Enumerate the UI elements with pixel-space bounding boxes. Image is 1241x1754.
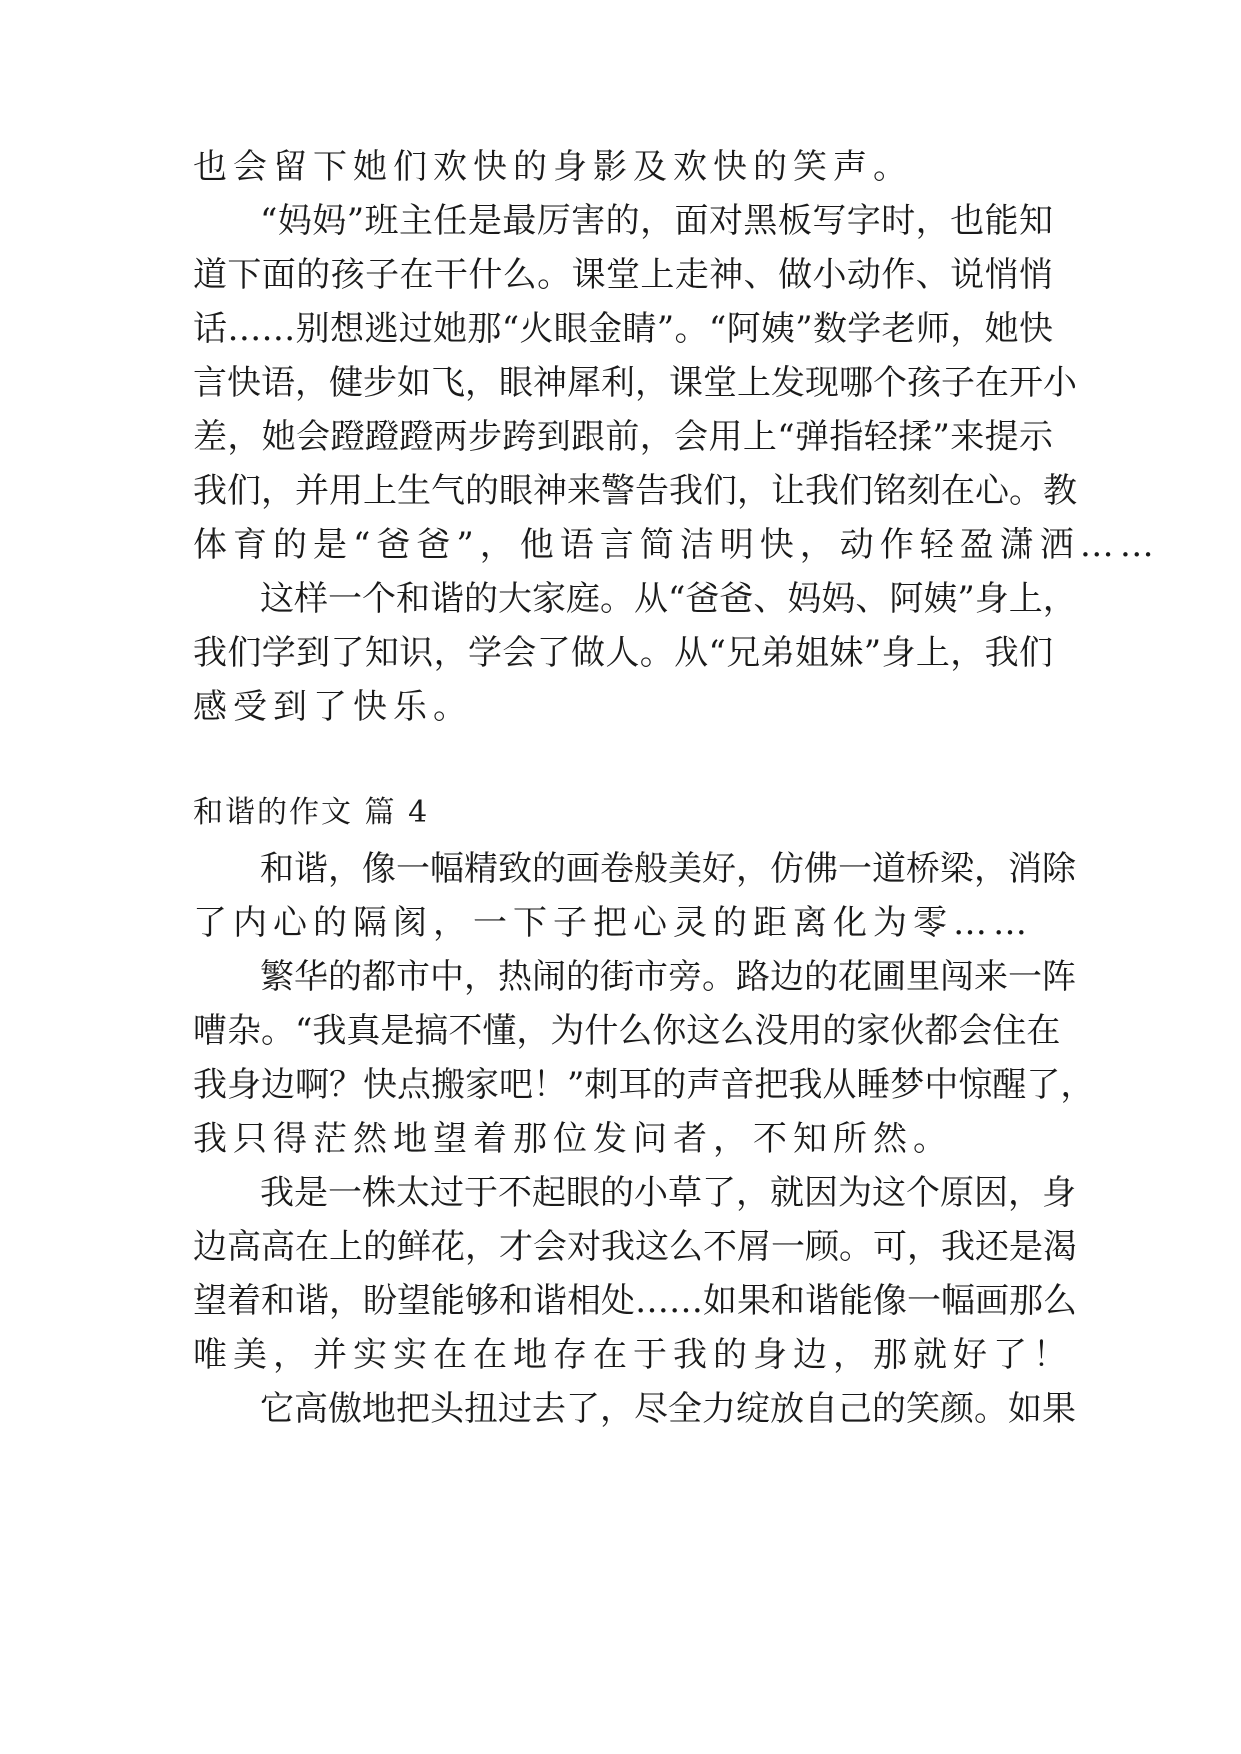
paragraph-line: 我身边啊？快点搬家吧！”刺耳的声音把我从睡梦中惊醒了，	[193, 1065, 1095, 1105]
paragraph-line: 体育的是“爸爸”，他语言简洁明快，动作轻盈潇洒……	[193, 525, 1160, 565]
paragraph-line: 言快语，健步如飞，眼神犀利，课堂上发现哪个孩子在开小	[193, 363, 1077, 403]
paragraph-line: 这样一个和谐的大家庭。从“爸爸、妈妈、阿姨”身上，	[260, 579, 1077, 619]
paragraph-line: 边高高在上的鲜花，才会对我这么不屑一顾。可，我还是渴	[193, 1227, 1077, 1267]
paragraph-line: 它高傲地把头扭过去了，尽全力绽放自己的笑颜。如果	[260, 1389, 1076, 1429]
paragraph-line: 繁华的都市中，热闹的街市旁。路边的花圃里闯来一阵	[260, 957, 1076, 997]
paragraph-line: 也会留下她们欢快的身影及欢快的笑声。	[193, 147, 913, 187]
paragraph-line: 话……别想逃过她那“火眼金睛”。“阿姨”数学老师，她快	[193, 309, 1053, 349]
paragraph-line: 嘈杂。“我真是搞不懂，为什么你这么没用的家伙都会住在	[193, 1011, 1061, 1051]
paragraph-line: 道下面的孩子在干什么。课堂上走神、做小动作、说悄悄	[193, 255, 1053, 295]
paragraph-line: “妈妈”班主任是最厉害的，面对黑板写字时，也能知	[260, 201, 1053, 241]
paragraph-line: 我们，并用上生气的眼神来警告我们，让我们铭刻在心。教	[193, 471, 1077, 511]
paragraph-line: 我只得茫然地望着那位发问者，不知所然。	[193, 1119, 953, 1159]
paragraph-line: 望着和谐，盼望能够和谐相处……如果和谐能像一幅画那么	[193, 1281, 1077, 1321]
paragraph-line: 我是一株太过于不起眼的小草了，就因为这个原因，身	[260, 1173, 1076, 1213]
section-heading: 和谐的作文 篇 4	[193, 795, 430, 830]
paragraph-line: 和谐，像一幅精致的画卷般美好，仿佛一道桥梁，消除	[260, 849, 1076, 889]
paragraph-line: 差，她会蹬蹬蹬两步跨到跟前，会用上“弹指轻揉”来提示	[193, 417, 1053, 457]
paragraph-line: 我们学到了知识，学会了做人。从“兄弟姐妹”身上，我们	[193, 633, 1053, 673]
paragraph-line: 唯美，并实实在在地存在于我的身边，那就好了！	[193, 1335, 1073, 1375]
paragraph-line: 感受到了快乐。	[193, 687, 473, 727]
paragraph-line: 了内心的隔阂，一下子把心灵的距离化为零……	[193, 903, 1033, 943]
